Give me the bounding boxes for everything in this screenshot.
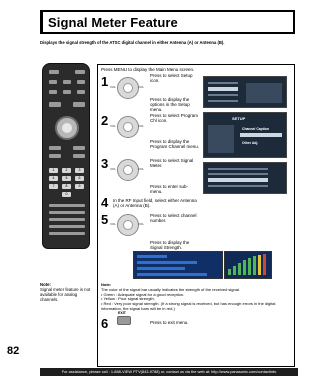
step-text: Press to display the Program Channel menu.	[150, 139, 200, 150]
step-number: 2	[101, 113, 109, 128]
remote-key-row	[49, 218, 85, 221]
step-number: 4	[101, 195, 109, 210]
signal-strength-graph	[224, 251, 272, 279]
remote-number-key: 3	[75, 168, 84, 173]
dial-right-label: VOL	[138, 222, 145, 226]
step-text: In the RF Input field, select either Antenna (A) or Antenna (B).	[113, 198, 197, 209]
tv-program-menu-screen	[203, 162, 287, 194]
remote-power-key	[49, 70, 59, 74]
dial-left-label: VOL	[110, 124, 117, 128]
dial-right-label: VOL	[138, 124, 145, 128]
remote-number-key: 8	[62, 184, 71, 189]
screen-caption: Channel Caption	[242, 127, 269, 131]
remote-number-key: 6	[75, 176, 84, 181]
step-text: Press to select Program Chl icon.	[150, 113, 199, 124]
remote-key	[49, 154, 61, 158]
step-number: 6	[101, 316, 109, 331]
remote-number-key: 9	[75, 184, 84, 189]
page-subtitle: Displays the signal strength of the ATSC digital channel in either Antenna (A) or Antenna (B).	[40, 40, 225, 45]
remote-number-key: 0	[62, 192, 71, 197]
step-text: Press to select channel number.	[150, 213, 197, 224]
remote-key	[49, 146, 61, 150]
remote-key	[49, 80, 57, 84]
dial-left-label: VOL	[110, 85, 117, 89]
title-box	[40, 10, 295, 34]
dial-right-label: VOL	[138, 85, 145, 89]
step-text: Press to select Setup icon.	[150, 73, 193, 84]
panel-intro: Press MENU to display the Main Menu screen.	[101, 67, 195, 72]
note-line: • Green : Adequate signal for a good reception.	[101, 291, 185, 297]
remote-key-row	[49, 232, 85, 235]
note-line: • Yellow : Poor signal strength.	[101, 296, 155, 302]
page-number: 82	[7, 345, 20, 357]
step-text: Press to display the options in the Setup menu.	[150, 97, 190, 113]
note-right	[101, 283, 293, 312]
remote-key-row	[49, 204, 85, 207]
exit-button-icon	[117, 316, 131, 325]
page-title: Signal Meter Feature	[48, 15, 178, 30]
note-left	[40, 282, 95, 302]
step-text: Press to enter sub-menu.	[150, 184, 189, 195]
note-line: • Red : Very poor signal strength. (If a strong signal is received, but has enough errors in the digital information, the signal bars will be in red.)	[101, 301, 276, 311]
dial-icon	[110, 116, 145, 138]
note-heading: Note:	[101, 282, 112, 287]
step-number: 5	[101, 212, 109, 227]
remote-exit-key	[73, 102, 85, 107]
step-text: Press to exit menu.	[150, 320, 189, 325]
remote-control-illustration	[42, 63, 90, 249]
dial-left-label: VOL	[110, 222, 117, 226]
footer-assistance: For assistance, please call : 1-888-VIEW PTV(843-9788) or, contact us via the web at: http://www.panasonic.com/contactinfo	[40, 368, 298, 376]
remote-key	[73, 154, 85, 158]
dial-left-label: VOL	[110, 167, 117, 171]
remote-key-row	[49, 225, 85, 228]
step-text: Press to display the Signal Strength.	[150, 240, 190, 251]
step-number: 3	[101, 156, 109, 171]
remote-input-key	[75, 70, 85, 74]
remote-number-key: 7	[49, 184, 58, 189]
remote-key	[63, 90, 71, 94]
dial-icon	[110, 77, 145, 99]
remote-number-key: 4	[49, 176, 58, 181]
remote-ok-key	[62, 123, 72, 133]
signal-meter-screen	[133, 251, 223, 279]
dial-icon	[110, 214, 145, 236]
remote-number-key: 2	[62, 168, 71, 173]
screen-caption: Other Adj.	[242, 141, 259, 145]
dial-icon	[110, 159, 145, 181]
tv-setup-screen	[203, 112, 287, 158]
screen-caption: SETUP	[232, 116, 246, 121]
remote-key	[49, 90, 57, 94]
tv-menu-screen	[203, 76, 287, 108]
note-heading: Note:	[40, 282, 51, 287]
remote-number-key: 1	[49, 168, 58, 173]
dial-right-label: VOL	[138, 167, 145, 171]
remote-key-row	[49, 211, 85, 214]
exit-label: EXIT	[118, 311, 126, 315]
remote-key	[63, 80, 71, 84]
note-body: Signal meter feature is not available for analog channels.	[40, 287, 91, 302]
step-text: Press to select Signal Meter.	[150, 158, 194, 169]
remote-key	[73, 146, 85, 150]
remote-number-key: 5	[62, 176, 71, 181]
remote-menu-key	[49, 102, 61, 107]
remote-key	[77, 90, 85, 94]
step-number: 1	[101, 74, 109, 89]
remote-key	[77, 80, 85, 84]
note-line: The color of the signal bar usually indicates the strength of the received signal.	[101, 286, 240, 292]
